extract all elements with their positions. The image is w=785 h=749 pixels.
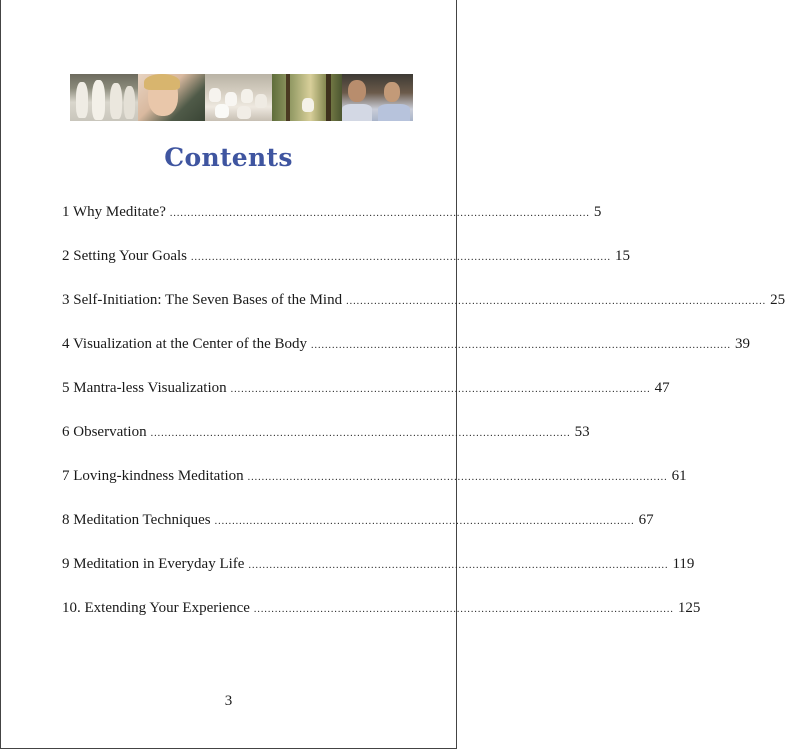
young-people-photo <box>342 74 413 121</box>
toc-entry <box>62 421 590 465</box>
toc-entry <box>62 553 695 597</box>
toc-entry-title: 9 Meditation in Everyday Life <box>62 556 245 572</box>
toc-entry-title: 1 Why Meditate? <box>62 204 166 220</box>
toc-leader-dots: ........................................................................................................................ <box>214 516 635 527</box>
page-number: 3 <box>224 693 233 709</box>
toc-leader-dots: ........................................................................................................................ <box>191 252 612 263</box>
toc-entry-page: 119 <box>672 556 695 572</box>
toc-entry <box>62 201 602 245</box>
toc-entry-title: 5 Mantra-less Visualization <box>62 380 227 396</box>
toc-entry-page: 47 <box>654 380 670 396</box>
toc-leader-dots: ........................................................................................................................ <box>247 472 668 483</box>
table-of-contents <box>62 201 785 641</box>
toc-entry-page: 15 <box>615 248 631 264</box>
toc-leader-dots: ........................................................................................................................ <box>311 340 732 351</box>
toc-entry-title: 8 Meditation Techniques <box>62 512 211 528</box>
toc-entry <box>62 333 751 377</box>
toc-entry-title: 3 Self-Initiation: The Seven Bases of the Mind <box>62 292 343 308</box>
toc-leader-dots: ........................................................................................................................ <box>248 560 669 571</box>
toc-entry-title: 2 Setting Your Goals <box>62 248 188 264</box>
toc-leader-dots: ........................................................................................................................ <box>169 208 590 219</box>
toc-entry-page: 53 <box>574 424 590 440</box>
group-of-women-photo <box>70 74 138 121</box>
toc-entry <box>62 289 785 333</box>
toc-entry-title: 6 Observation <box>62 424 147 440</box>
toc-entry-page: 67 <box>638 512 654 528</box>
forest-meditation-photo <box>272 74 342 121</box>
toc-entry-title: 4 Visualization at the Center of the Body <box>62 336 308 352</box>
toc-entry-page: 61 <box>671 468 687 484</box>
page-title: Contents <box>164 143 293 172</box>
toc-leader-dots: ........................................................................................................................ <box>150 428 571 439</box>
woman-portrait-photo <box>138 74 205 121</box>
toc-leader-dots: ........................................................................................................................ <box>253 604 674 615</box>
toc-entry <box>62 465 687 509</box>
toc-leader-dots: ........................................................................................................................ <box>230 384 651 395</box>
toc-entry <box>62 245 631 289</box>
toc-entry-page: 25 <box>770 292 785 308</box>
toc-entry-page: 125 <box>677 600 701 616</box>
toc-entry-title: 10. Extending Your Experience <box>62 600 250 616</box>
toc-entry-title: 7 Loving-kindness Meditation <box>62 468 244 484</box>
toc-entry-page: 39 <box>735 336 751 352</box>
toc-entry <box>62 377 670 421</box>
meditation-class-photo <box>205 74 272 121</box>
toc-entry-page: 5 <box>593 204 602 220</box>
toc-leader-dots: ........................................................................................................................ <box>346 296 767 307</box>
photo-banner <box>70 74 413 121</box>
toc-entry <box>62 597 701 641</box>
toc-entry <box>62 509 654 553</box>
